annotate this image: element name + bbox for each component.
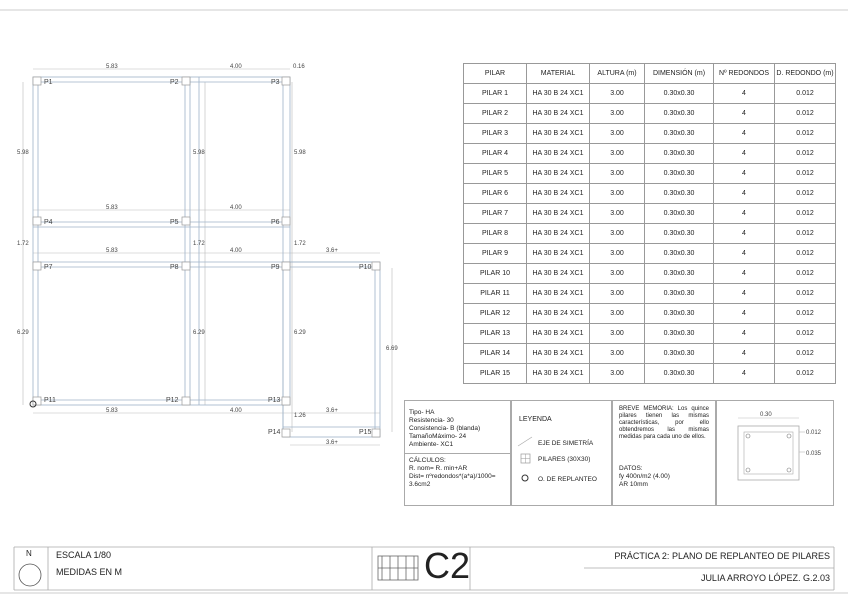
cell-pilar: PILAR 3 (464, 124, 527, 144)
dimension-label: 5.83 (106, 64, 118, 70)
cell-material: HA 30 B 24 XC1 (527, 344, 590, 364)
cell-pilar: PILAR 1 (464, 84, 527, 104)
memoria-title: BREVE MEMORIA: (619, 406, 674, 412)
pillar-P5 (182, 217, 190, 225)
table-row (464, 164, 836, 184)
datos-block (619, 465, 670, 489)
cell-redondos: 4 (714, 324, 775, 344)
pillar-label: P15 (359, 429, 372, 436)
cell-material: HA 30 B 24 XC1 (527, 224, 590, 244)
cell-redondos: 4 (714, 224, 775, 244)
dimension-label: 5.83 (106, 248, 118, 254)
dimension-label: 6.29 (193, 330, 205, 336)
cell-d-redondo: 0.012 (775, 324, 836, 344)
table-row (464, 264, 836, 284)
cell-dimension: 0.30x0.30 (645, 284, 714, 304)
cell-dimension: 0.30x0.30 (645, 224, 714, 244)
cell-material: HA 30 B 24 XC1 (527, 264, 590, 284)
section-detail-box (716, 400, 834, 506)
dimension-label: 4.00 (230, 408, 242, 414)
cell-redondos: 4 (714, 344, 775, 364)
cell-d-redondo: 0.012 (775, 264, 836, 284)
cell-altura: 3.00 (590, 104, 645, 124)
cell-d-redondo: 0.012 (775, 244, 836, 264)
cell-redondos: 4 (714, 244, 775, 264)
dimension-label: 0.16 (293, 64, 305, 70)
header-altura: ALTURA (m) (590, 64, 645, 84)
cell-d-redondo: 0.012 (775, 204, 836, 224)
dimension-label: 1.72 (193, 241, 205, 247)
cell-d-redondo: 0.012 (775, 84, 836, 104)
north-arrow-icon (19, 564, 41, 586)
cell-material: HA 30 B 24 XC1 (527, 144, 590, 164)
cell-d-redondo: 0.012 (775, 144, 836, 164)
cell-pilar: PILAR 9 (464, 244, 527, 264)
section-dim-label: 0.012 (806, 430, 822, 436)
cell-d-redondo: 0.012 (775, 364, 836, 384)
pillar-label: P2 (170, 79, 179, 86)
pillar-label: P11 (44, 397, 56, 404)
cell-material: HA 30 B 24 XC1 (527, 104, 590, 124)
cell-d-redondo: 0.012 (775, 224, 836, 244)
pillar-P13 (282, 397, 290, 405)
cell-material: HA 30 B 24 XC1 (527, 204, 590, 224)
cell-material: HA 30 B 24 XC1 (527, 284, 590, 304)
cell-redondos: 4 (714, 364, 775, 384)
cell-pilar: PILAR 5 (464, 164, 527, 184)
school-logo (378, 556, 418, 580)
dimension-label: 1.72 (294, 241, 306, 247)
cell-d-redondo: 0.012 (775, 104, 836, 124)
pillar-label: P1 (44, 79, 53, 86)
section-dim-label: 0.30 (760, 412, 772, 418)
datos-line: fy 400n/m2 (4.00) (619, 473, 670, 480)
cell-redondos: 4 (714, 164, 775, 184)
structural-grid (33, 77, 380, 437)
header-dimension: DIMENSIÓN (m) (645, 64, 714, 84)
dimension-label: 1.26 (294, 413, 306, 419)
cell-material: HA 30 B 24 XC1 (527, 184, 590, 204)
pillar-P6 (282, 217, 290, 225)
cell-dimension: 0.30x0.30 (645, 84, 714, 104)
cell-pilar: PILAR 10 (464, 264, 527, 284)
dimension-label: 6.29 (17, 330, 29, 336)
cell-redondos: 4 (714, 264, 775, 284)
pillar-label: P5 (170, 219, 179, 226)
cell-pilar: PILAR 15 (464, 364, 527, 384)
cell-dimension: 0.30x0.30 (645, 204, 714, 224)
calc-title: CÁLCULOS: (409, 457, 446, 464)
cell-altura: 3.00 (590, 224, 645, 244)
memoria-box (612, 400, 716, 506)
cell-material: HA 30 B 24 XC1 (527, 164, 590, 184)
dimension-label: 5.83 (106, 408, 118, 414)
cell-altura: 3.00 (590, 324, 645, 344)
dimension-label: 5.98 (17, 150, 29, 156)
calc-line: R. nom= R. min+AR (409, 465, 468, 472)
pillar-P15 (372, 429, 380, 437)
pillar-label: P6 (271, 219, 280, 226)
table-row (464, 224, 836, 244)
cell-redondos: 4 (714, 124, 775, 144)
dimension-label: 3.6+ (326, 408, 338, 414)
cell-material: HA 30 B 24 XC1 (527, 124, 590, 144)
cell-altura: 3.00 (590, 204, 645, 224)
pillar-P4 (33, 217, 41, 225)
memoria-text: Los quince pilares tienen las mismas características, por ello obtendremos las mismas medidas para cada uno de ellos. (619, 406, 710, 440)
pillar-label: P7 (44, 264, 53, 271)
cell-d-redondo: 0.012 (775, 164, 836, 184)
spec-line: Consistencia- B (blanda) (409, 425, 481, 432)
spec-line: Ambiente- XC1 (409, 441, 454, 448)
cell-pilar: PILAR 2 (464, 104, 527, 124)
pillar-label: P9 (271, 264, 280, 271)
cell-material: HA 30 B 24 XC1 (527, 244, 590, 264)
pillar-label: P14 (268, 429, 281, 436)
cell-dimension: 0.30x0.30 (645, 344, 714, 364)
cell-dimension: 0.30x0.30 (645, 304, 714, 324)
table-row (464, 344, 836, 364)
cell-dimension: 0.30x0.30 (645, 104, 714, 124)
cell-redondos: 4 (714, 144, 775, 164)
cell-dimension: 0.30x0.30 (645, 244, 714, 264)
cell-redondos: 4 (714, 284, 775, 304)
calc-section (405, 453, 510, 489)
table-row (464, 104, 836, 124)
table-row (464, 84, 836, 104)
pillar-P10 (372, 262, 380, 270)
cell-material: HA 30 B 24 XC1 (527, 304, 590, 324)
cell-redondos: 4 (714, 84, 775, 104)
pillar-label: P13 (268, 397, 281, 404)
cell-pilar: PILAR 8 (464, 224, 527, 244)
table-row (464, 284, 836, 304)
pillar-P7 (33, 262, 41, 270)
cell-altura: 3.00 (590, 264, 645, 284)
spec-line: Tipo- HA (409, 409, 435, 416)
cell-dimension: 0.30x0.30 (645, 364, 714, 384)
cell-d-redondo: 0.012 (775, 284, 836, 304)
table-row (464, 324, 836, 344)
table-header-row (464, 64, 836, 84)
pillar-label: P10 (359, 264, 372, 271)
pillar-P12 (182, 397, 190, 405)
cell-dimension: 0.30x0.30 (645, 124, 714, 144)
header-pilar: PILAR (464, 64, 527, 84)
cell-redondos: 4 (714, 184, 775, 204)
dimension-label: 4.00 (230, 205, 242, 211)
cell-pilar: PILAR 4 (464, 144, 527, 164)
cell-altura: 3.00 (590, 144, 645, 164)
table-row (464, 304, 836, 324)
dimension-label: 1.72 (17, 241, 29, 247)
calc-lines (409, 465, 506, 489)
specs-lines (405, 401, 510, 449)
dimension-lines (23, 69, 392, 445)
spec-line: TamañoMáximo- 24 (409, 433, 467, 440)
cell-altura: 3.00 (590, 164, 645, 184)
dimension-label: 5.83 (106, 205, 118, 211)
cell-altura: 3.00 (590, 84, 645, 104)
header-d-redondo: D. REDONDO (m) (775, 64, 836, 84)
legend-item-pillars: PILARES (30X30) (538, 456, 591, 463)
cell-pilar: PILAR 12 (464, 304, 527, 324)
table-row (464, 204, 836, 224)
cell-dimension: 0.30x0.30 (645, 264, 714, 284)
dimension-label: 6.69 (386, 346, 398, 352)
pillar-P9 (282, 262, 290, 270)
spec-line: Resistencia- 30 (409, 417, 454, 424)
dimension-label: 4.00 (230, 248, 242, 254)
cell-d-redondo: 0.012 (775, 124, 836, 144)
cell-dimension: 0.30x0.30 (645, 184, 714, 204)
cell-altura: 3.00 (590, 284, 645, 304)
table-row (464, 144, 836, 164)
cell-altura: 3.00 (590, 124, 645, 144)
author-label: JULIA ARROYO LÓPEZ. G.2.03 (700, 573, 830, 583)
calc-line: 3.6cm2 (409, 481, 431, 488)
cell-d-redondo: 0.012 (775, 304, 836, 324)
memoria-text-block (613, 401, 715, 441)
dimension-label: 6.29 (294, 330, 306, 336)
pillar-P1 (33, 77, 41, 85)
pillar-squares (33, 77, 380, 437)
cell-redondos: 4 (714, 104, 775, 124)
dimension-label: 3.6+ (326, 248, 338, 254)
cell-material: HA 30 B 24 XC1 (527, 364, 590, 384)
cell-pilar: PILAR 11 (464, 284, 527, 304)
legend-item-origin: O. DE REPLANTEO (538, 476, 597, 483)
table-row (464, 124, 836, 144)
pillar-P3 (282, 77, 290, 85)
pillar-P8 (182, 262, 190, 270)
legend-box (511, 400, 612, 506)
cell-pilar: PILAR 7 (464, 204, 527, 224)
dimension-label: 5.98 (193, 150, 205, 156)
cell-material: HA 30 B 24 XC1 (527, 324, 590, 344)
cell-altura: 3.00 (590, 344, 645, 364)
pillar-label: P3 (271, 79, 280, 86)
sheet-title: PRÁCTICA 2: PLANO DE REPLANTEO DE PILARES (614, 551, 830, 561)
table-row (464, 184, 836, 204)
cell-altura: 3.00 (590, 364, 645, 384)
datos-line: AR 10mm (619, 481, 648, 488)
pillar-label: P8 (170, 264, 179, 271)
cell-altura: 3.00 (590, 184, 645, 204)
cell-altura: 3.00 (590, 244, 645, 264)
pillar-table (463, 63, 836, 384)
cell-pilar: PILAR 6 (464, 184, 527, 204)
pillar-P14 (282, 429, 290, 437)
cell-pilar: PILAR 14 (464, 344, 527, 364)
legend-title: LEYENDA (519, 416, 552, 423)
table-row (464, 364, 836, 384)
dimension-label: 4.00 (230, 64, 242, 70)
cell-dimension: 0.30x0.30 (645, 164, 714, 184)
cell-pilar: PILAR 13 (464, 324, 527, 344)
cell-d-redondo: 0.012 (775, 184, 836, 204)
pillar-label: P12 (166, 397, 179, 404)
cell-redondos: 4 (714, 204, 775, 224)
scale-label: ESCALA 1/80 (56, 550, 112, 560)
table-row (464, 244, 836, 264)
cell-material: HA 30 B 24 XC1 (527, 84, 590, 104)
legend-item-symmetry: EJE DE SIMETRÍA (538, 440, 594, 447)
pillar-P2 (182, 77, 190, 85)
units-label: MEDIDAS EN M (56, 567, 123, 577)
datos-title: DATOS: (619, 465, 643, 472)
cell-dimension: 0.30x0.30 (645, 144, 714, 164)
section-dim-label: 0.035 (806, 451, 822, 457)
cell-dimension: 0.30x0.30 (645, 324, 714, 344)
dimension-label: 5.98 (294, 150, 306, 156)
specs-box (404, 400, 511, 506)
header-material: MATERIAL (527, 64, 590, 84)
calc-line: Dist= nºredondos*(a*a)/1000= (409, 473, 496, 480)
pillar-label: P4 (44, 219, 53, 226)
dimension-label: 3.6+ (326, 440, 338, 446)
north-label: N (26, 549, 32, 558)
sheet-code: C2 (424, 545, 471, 586)
cell-altura: 3.00 (590, 304, 645, 324)
cell-d-redondo: 0.012 (775, 344, 836, 364)
cell-redondos: 4 (714, 304, 775, 324)
header-redondos: Nº REDONDOS (714, 64, 775, 84)
